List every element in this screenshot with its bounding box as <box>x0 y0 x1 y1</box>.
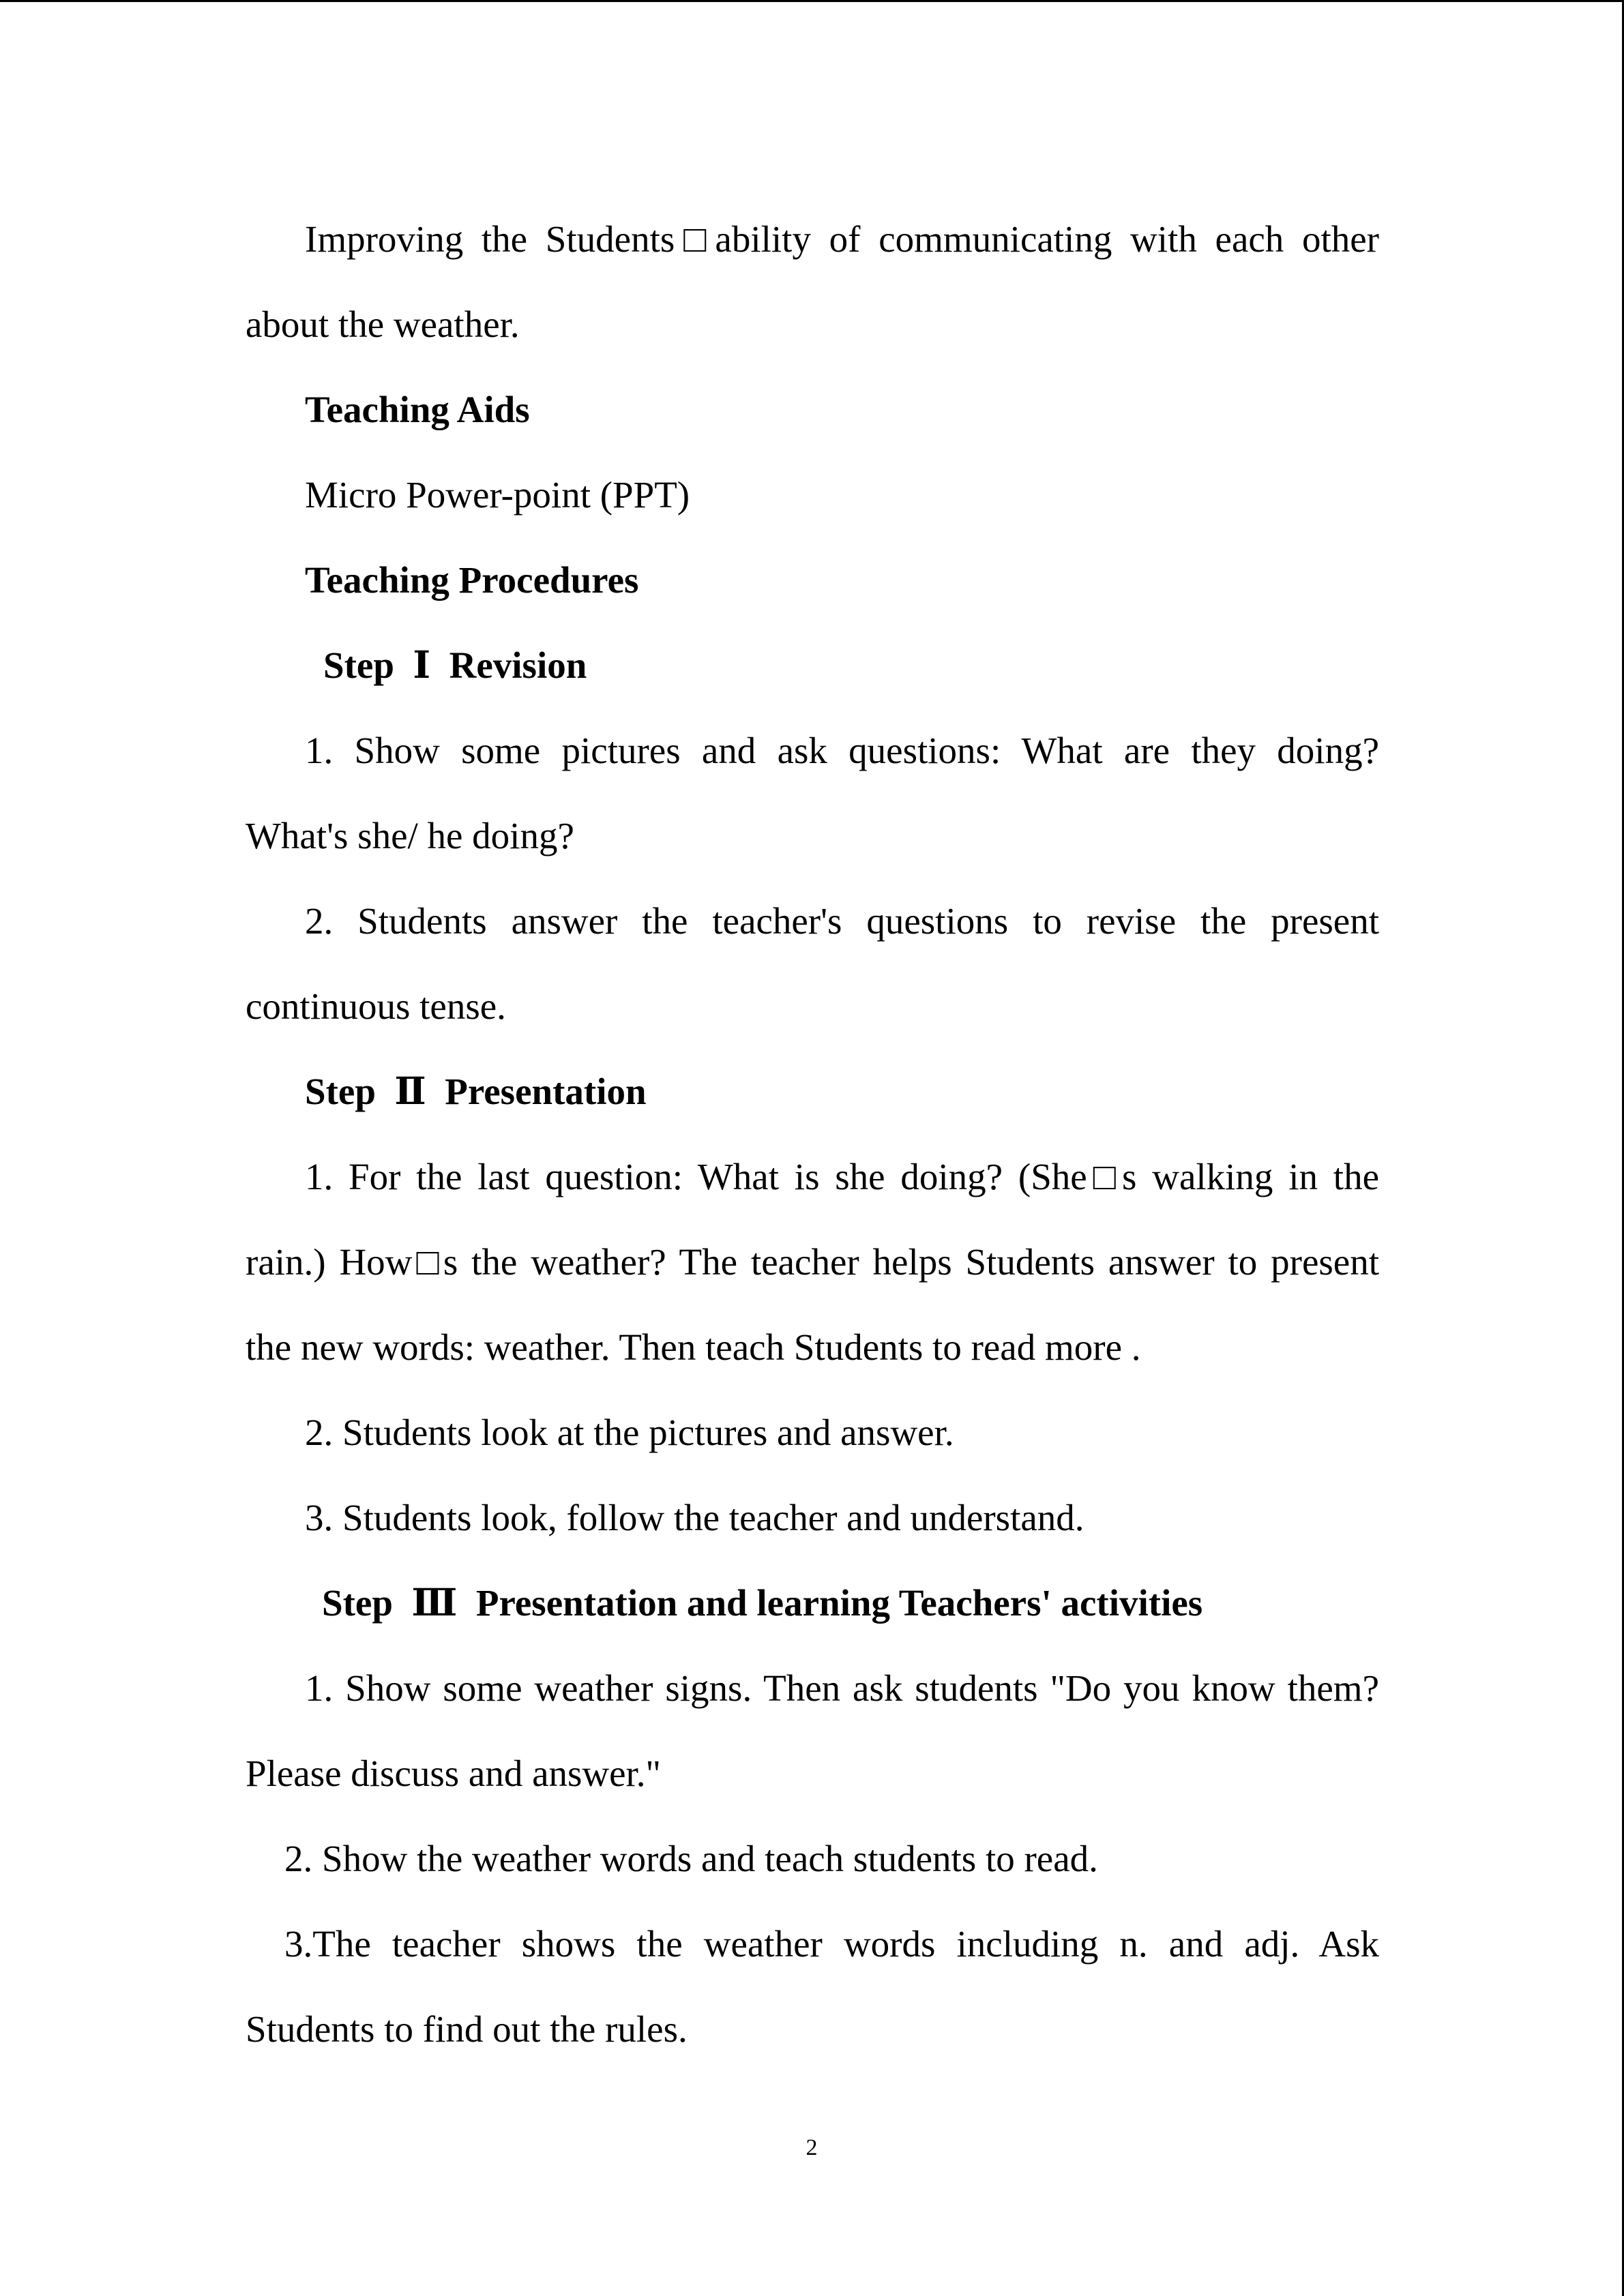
paragraph-line: 1. Show some weather signs. Then ask students "Do you know them? <box>305 1667 1379 1709</box>
step-heading-revision: Step Ⅰ Revision <box>323 644 587 686</box>
paragraph-line: about the weather. <box>246 303 520 345</box>
paragraph-line: Improving the Students□ability of communicating with each other <box>305 218 1379 260</box>
paragraph-line: 1. Show some pictures and ask questions: What are they doing? <box>305 730 1379 771</box>
paragraph-line: 3.The teacher shows the weather words including n. and adj. Ask <box>284 1923 1379 1965</box>
paragraph-line: Please discuss and answer." <box>246 1753 662 1794</box>
page-border-top <box>0 0 1624 2</box>
paragraph-line: rain.) How□s the weather? The teacher helps Students answer to present <box>246 1241 1379 1283</box>
paragraph-line: 2. Show the weather words and teach students to read. <box>284 1838 1098 1879</box>
step-heading-presentation: Step Ⅱ Presentation <box>305 1071 647 1112</box>
page-number: 2 <box>806 2135 818 2160</box>
paragraph-line: 3. Students look, follow the teacher and understand. <box>305 1497 1084 1538</box>
section-heading-teaching-aids: Teaching Aids <box>305 389 530 430</box>
paragraph-line: Students to find out the rules. <box>246 2008 688 2050</box>
paragraph-line: What's she/ he doing? <box>246 815 574 856</box>
paragraph-line: the new words: weather. Then teach Students to read more . <box>246 1326 1141 1368</box>
paragraph-line: 2. Students answer the teacher's questions to revise the present <box>305 900 1379 942</box>
step-heading-presentation-learning: Step Ⅲ Presentation and learning Teachers' activities <box>322 1582 1203 1624</box>
paragraph-line: 2. Students look at the pictures and answer. <box>305 1412 954 1453</box>
paragraph-line: Micro Power-point (PPT) <box>305 474 690 516</box>
paragraph-line: 1. For the last question: What is she doing? (She□s walking in the <box>305 1156 1379 1197</box>
section-heading-teaching-procedures: Teaching Procedures <box>305 559 639 601</box>
paragraph-line: continuous tense. <box>246 985 506 1027</box>
